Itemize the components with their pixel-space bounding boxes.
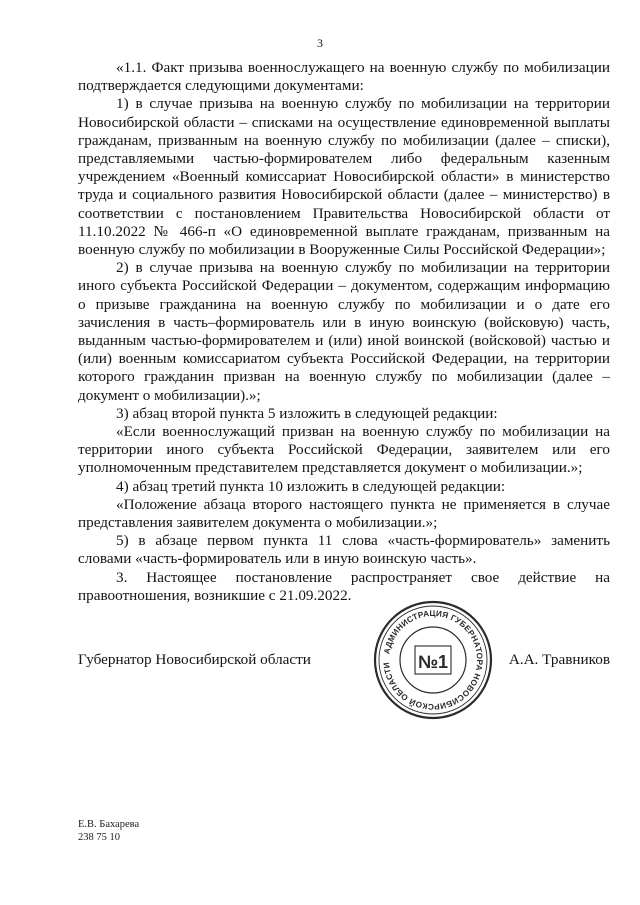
paragraph-quote-point-5: «Если военнослужащий призван на военную службу по мобилизации на территории иного субъекта Российской Федерации, заявителем или его уполномоченным представителем представляется документ о мобилизации.»;: [78, 423, 610, 477]
paragraph-effective-date: 3. Настоящее постановление распространяет свое действие на правоотношения, возникшие с 21.09.2022.: [78, 568, 610, 604]
paragraph-item-1: 1) в случае призыва на военную службу по мобилизации на территории Новосибирской области – списками на осуществление единовременной выплаты гражданам, призванным на военную службу по мобилизации (далее – списки), представляемыми частью-формирователем либо федеральным казенным учреждением «Военный комиссариат Новосибирской области» в министерство труда и социального развития Новосибирской области (далее – министерство) в соответствии с постановлением Правительства Новосибирской области от 11.10.2022 № 466-п «О единовременной выплате гражданам, призванным на военную службу по мобилизации в Вооруженные Силы Российской Федерации»;: [78, 95, 610, 259]
paragraph-item-4: 4) абзац третий пункта 10 изложить в следующей редакции:: [116, 477, 506, 495]
paragraph-item-3: 3) абзац второй пункта 5 изложить в следующей редакции:: [116, 404, 498, 422]
seal-ring-text: АДМИНИСТРАЦИЯ ГУБЕРНАТОРА НОВОСИБИРСКОЙ ОБЛАСТИ: [381, 608, 485, 712]
paragraph-1-1: «1.1. Факт призыва военнослужащего на военную службу по мобилизации подтверждается следующими документами:: [78, 59, 610, 95]
signatory-title: Губернатор Новосибирской области: [78, 651, 311, 668]
document-body: [78, 59, 610, 605]
signatory-name: А.А. Травников: [508, 651, 610, 668]
page-number: 3: [317, 36, 323, 50]
official-seal: [371, 598, 495, 722]
executor-footer: [78, 818, 139, 844]
paragraph-quote-point-10: «Положение абзаца второго настоящего пункта не применяется в случае представления заявителем документа о мобилизации.»;: [78, 495, 610, 532]
executor-phone: 238 75 10: [78, 832, 120, 843]
paragraph-item-5: 5) в абзаце первом пункта 11 слова «часть-формирователь» заменить словами «часть-формирователь или в иную воинскую часть».: [78, 532, 610, 568]
seal-center-text: №1: [417, 652, 449, 672]
executor-name: Е.В. Бахарева: [78, 819, 140, 830]
paragraph-item-2: 2) в случае призыва на военную службу по мобилизации на территории иного субъекта Российской Федерации – документом, содержащим информацию о призыве гражданина на военную службу по мобилизации и о дате его зачисления в часть–формирователь или в иную воинскую (войсковую) часть, выданным частью-формирователем и (или) иной воинской (войсковой) частью и (или) военным комиссариатом субъекта Российской Федерации, на территории которого гражданин призван на военную службу по мобилизации (далее – документ о мобилизации).»;: [78, 259, 610, 404]
